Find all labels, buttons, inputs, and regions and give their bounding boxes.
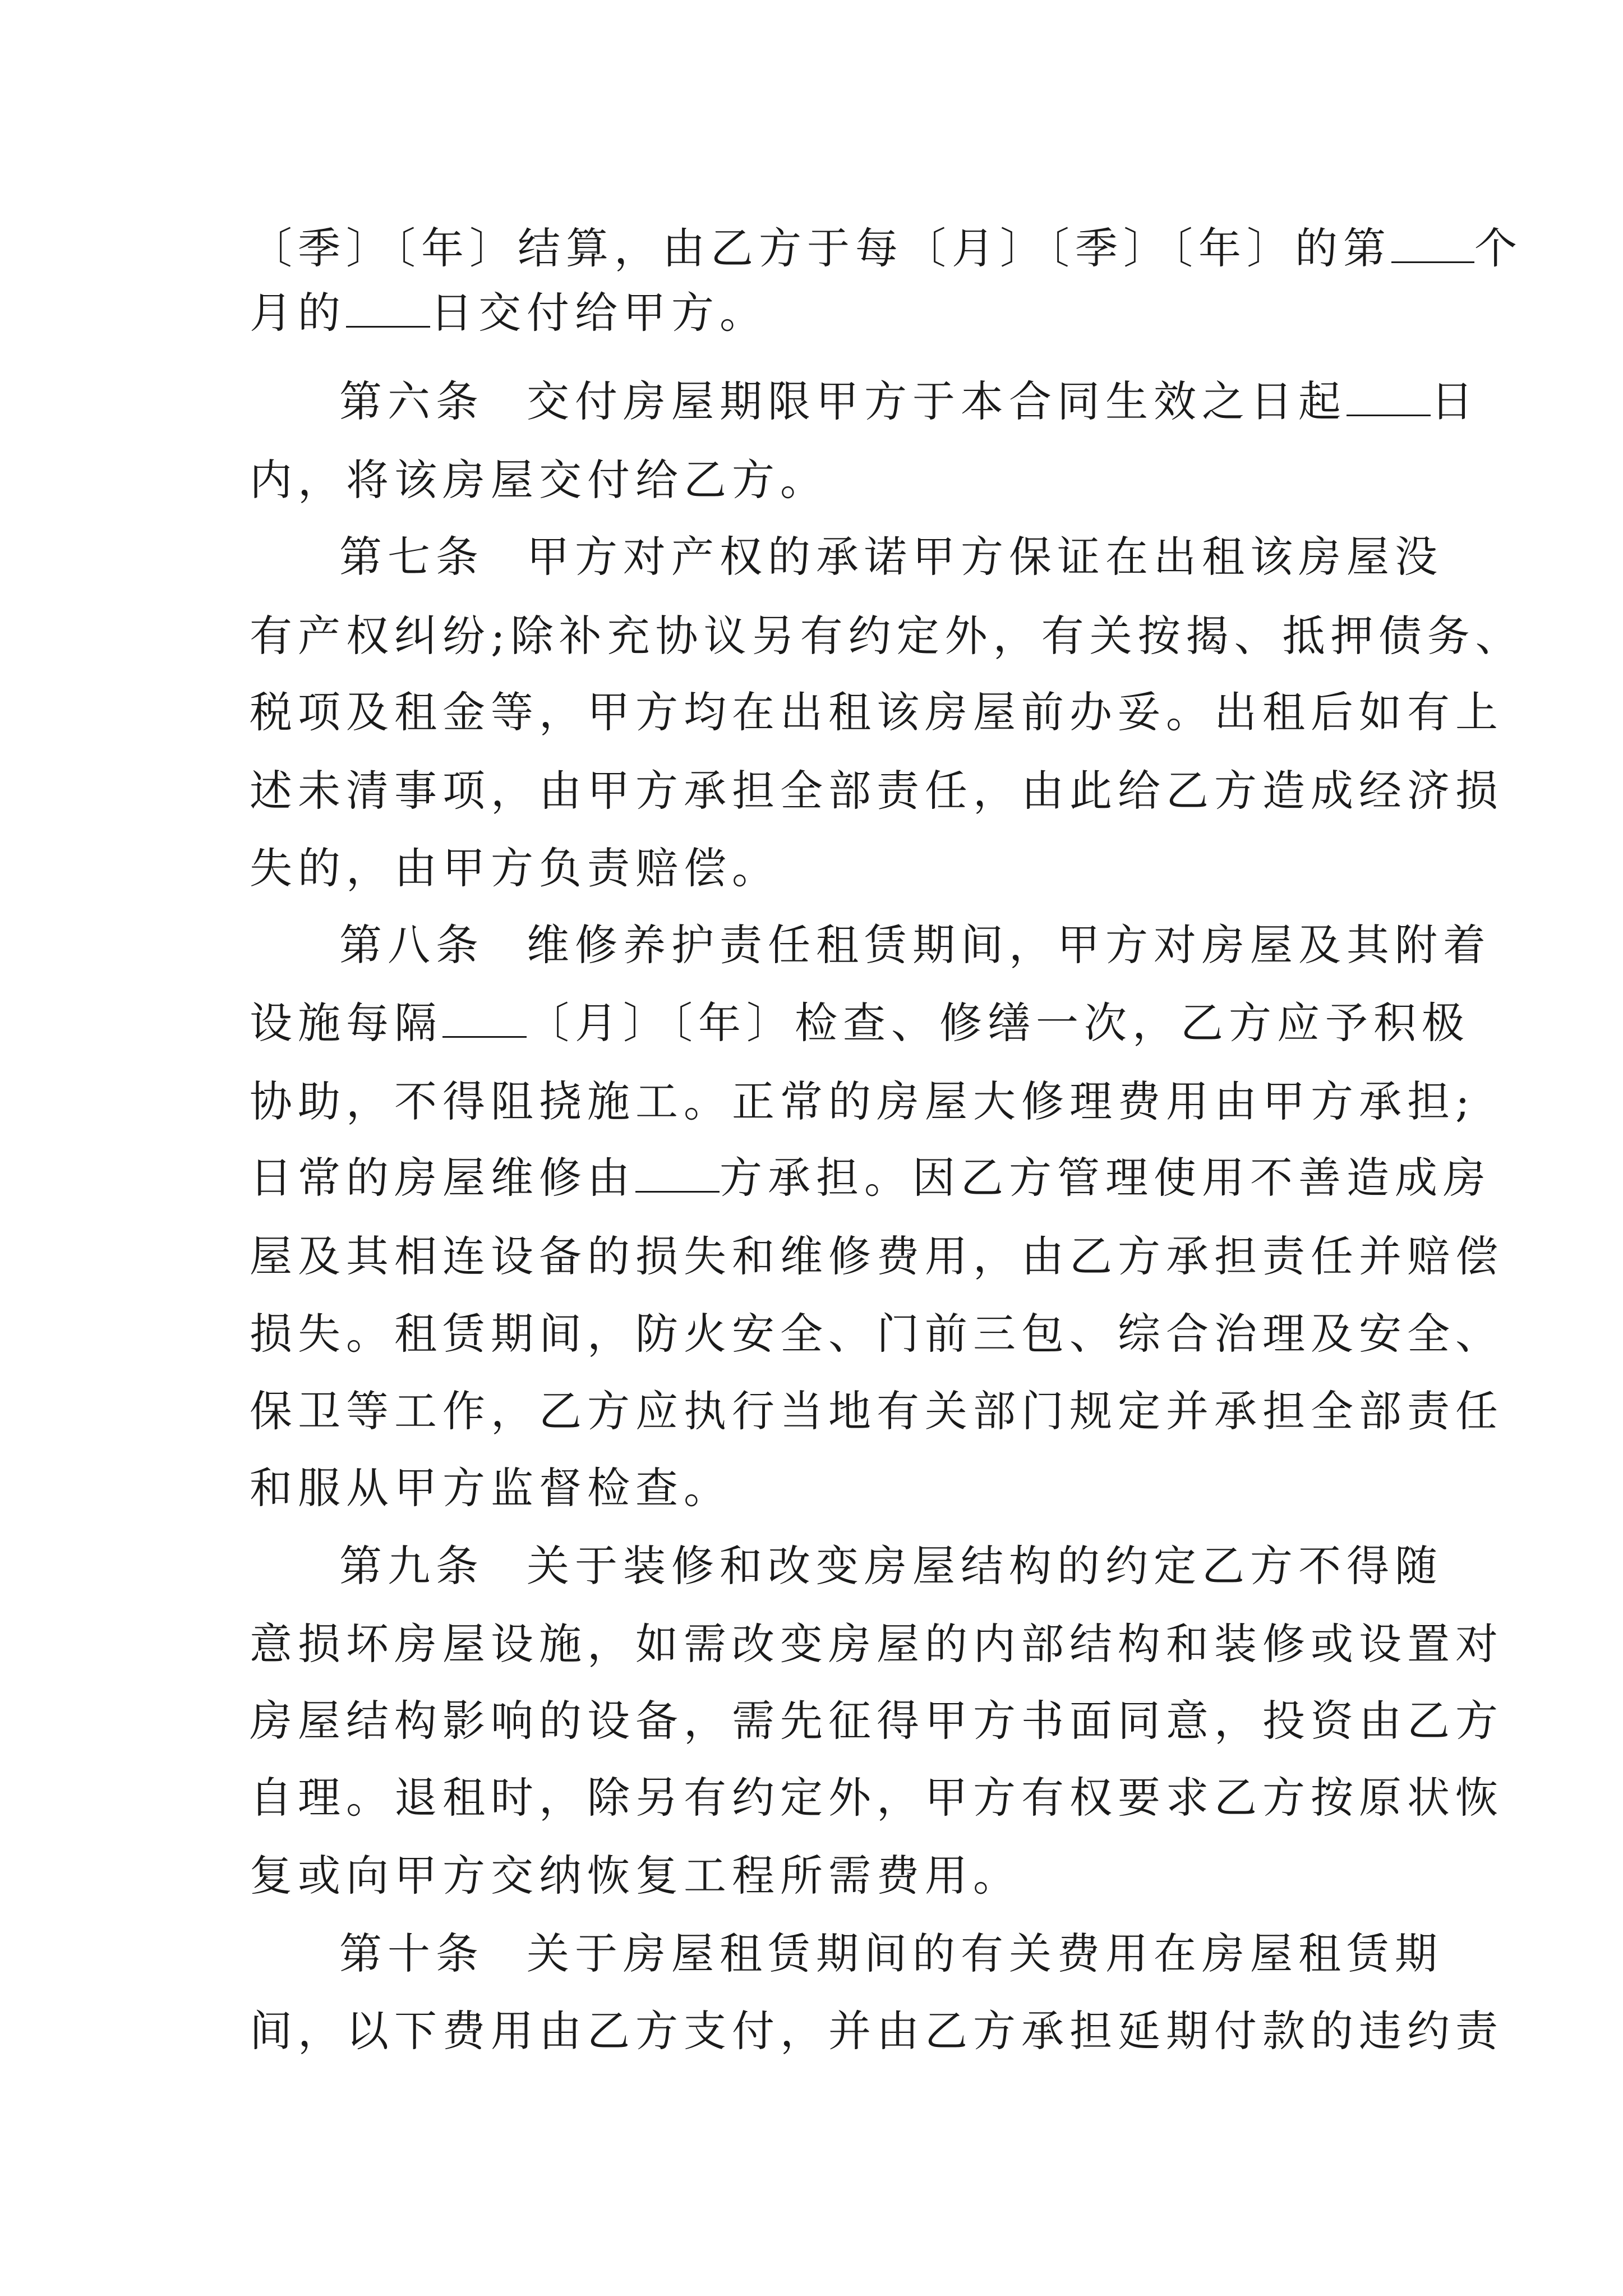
line-text: 复或向甲方交纳恢复工程所需费用。 [250,1851,1021,1901]
line-text: 日交付给甲方。 [430,288,768,338]
line-text: 方承担。因乙方管理使用不善造成房 [720,1153,1491,1203]
article-title: 交付房屋期限甲方于本合同生效之日起 [527,376,1347,426]
text-line [250,1151,1491,1205]
line-text: 失的，由甲方负责赔偿。 [250,843,780,893]
fill-in-blank [1347,378,1431,416]
line-text: 有产权纠纷;除补充协议另有约定外，有关按揭、抵押债务、 [250,611,1524,661]
text-line [250,1849,1399,1903]
article-heading-line [339,530,1489,584]
article-heading-line [339,1927,1489,1981]
fill-in-blank [635,1154,720,1193]
text-line [250,1771,1504,1825]
text-line [250,453,1399,507]
fill-in-blank [1391,224,1474,263]
text-line [250,1307,1504,1361]
text-line [250,764,1504,818]
text-line [250,841,1399,895]
text-line [250,222,1523,275]
article-heading-line [339,1539,1489,1593]
text-line [250,609,1524,663]
article-title: 甲方对产权的承诺甲方保证在出租该房屋没 [527,532,1443,582]
line-text: 设施每隔 [250,998,442,1048]
line-text: 自理。退租时，除另有约定外，甲方有权要求乙方按原状恢 [250,1773,1504,1823]
fill-in-blank [442,999,527,1038]
text-line [250,1384,1504,1438]
text-line [250,1230,1504,1283]
line-text: 协助，不得阻挠施工。正常的房屋大修理费用由甲方承担; [250,1076,1476,1126]
line-text: 和服从甲方监督检查。 [250,1463,732,1513]
line-text: 月的 [250,288,346,338]
text-line [250,1075,1476,1129]
article-title: 维修养护责任租赁期间，甲方对房屋及其附着 [527,920,1491,970]
text-line [250,1617,1504,1671]
line-text: 保卫等工作，乙方应执行当地有关部门规定并承担全部责任 [250,1386,1504,1436]
text-line [250,996,1470,1050]
article-number: 第十条 [339,1929,484,1978]
line-text: 间，以下费用由乙方支付，并由乙方承担延期付款的违约责 [250,2006,1504,2056]
article-number: 第六条 [339,376,484,426]
line-text: 损失。租赁期间，防火安全、门前三包、综合治理及安全、 [250,1309,1504,1359]
text-line [250,1461,1399,1515]
line-text: 〔月〕〔年〕检查、修缮一次，乙方应予积极 [527,998,1470,1048]
text-line [250,685,1504,739]
text-line [250,1694,1504,1748]
line-text: 屋及其相连设备的损失和维修费用，由乙方承担责任并赔偿 [250,1231,1504,1281]
article-heading-line [339,918,1489,972]
article-number: 第七条 [339,532,484,582]
line-text: 述未清事项，由甲方承担全部责任，由此给乙方造成经济损 [250,766,1504,816]
line-text: 日 [1431,376,1479,426]
line-text: 内，将该房屋交付给乙方。 [250,455,828,505]
line-text: 〔季〕〔年〕结算，由乙方于每〔月〕〔季〕〔年〕的第 [250,223,1391,273]
article-heading-line [339,375,1489,429]
line-text: 意损坏房屋设施，如需改变房屋的内部结构和装修或设置对 [250,1619,1504,1669]
article-number: 第九条 [339,1541,484,1591]
line-text: 房屋结构影响的设备，需先征得甲方书面同意，投资由乙方 [250,1696,1504,1746]
line-text: 个 [1474,223,1523,273]
text-line [250,2004,1504,2058]
article-number: 第八条 [339,920,484,970]
fill-in-blank [346,289,430,328]
line-text: 税项及租金等，甲方均在出租该房屋前办妥。出租后如有上 [250,687,1504,737]
line-text: 日常的房屋维修由 [250,1153,635,1203]
article-title: 关于装修和改变房屋结构的约定乙方不得随 [527,1541,1443,1591]
article-title: 关于房屋租赁期间的有关费用在房屋租赁期 [527,1929,1443,1978]
text-line [250,286,1399,340]
